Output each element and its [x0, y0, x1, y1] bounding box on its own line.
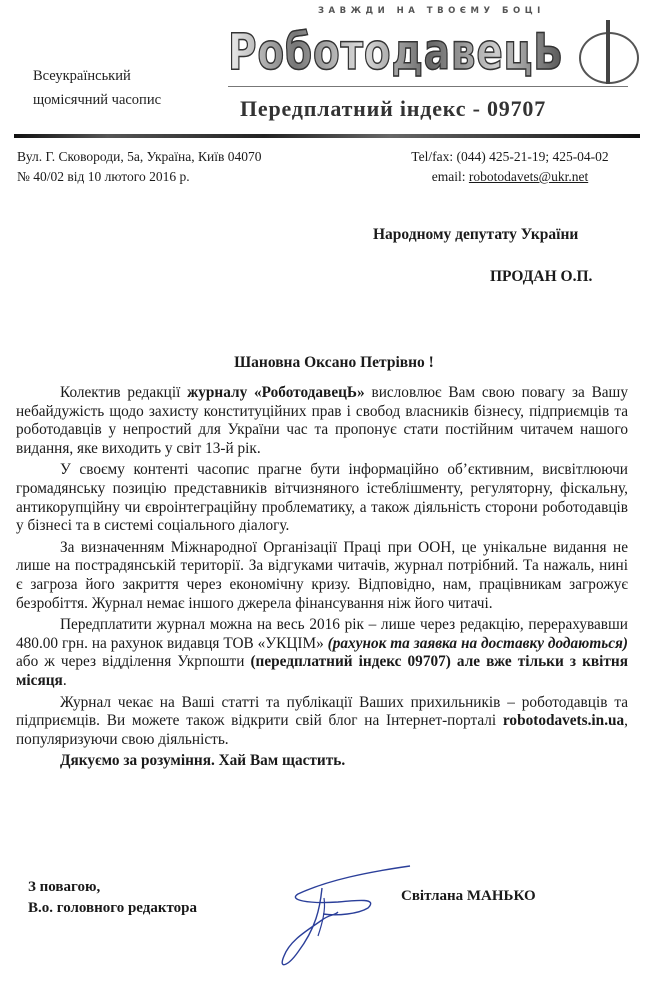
p4-text-e: .	[62, 671, 67, 689]
header-divider	[14, 134, 640, 138]
portal-link[interactable]: robotodavets.in.ua	[502, 712, 625, 730]
publication-type-line2: щомісячний часопис	[33, 92, 162, 108]
logo-vertical-bar	[606, 20, 610, 84]
magazine-logo	[228, 4, 648, 100]
signer-position: В.о. головного редактора	[28, 900, 198, 916]
paragraph-thanks: Дякуємо за розуміння. Хай Вам щастить.	[60, 752, 346, 770]
paragraph-2: У своєму контенті часопис прагне бути інформаційно об’єктивним, висвітлюючи громадянську позицію представників вітчизняного істеблішменту, регуляторну, фіскальну, антикорупційну чи євроінтеграційну проблематику, а також діяльність сторони роботодавців у бізнесі та в системі соціального діалогу.	[16, 461, 628, 535]
logo-tagline: ЗАВЖДИ НА ТВОЄМУ БОЦІ	[318, 6, 545, 16]
handwritten-signature	[238, 858, 428, 978]
closing-regards: З повагою,	[28, 879, 101, 895]
p4-attachments-note: (рахунок та заявка на доставку додаються)	[327, 634, 628, 652]
letterhead-contact-block	[395, 147, 625, 187]
p4-index-note: (передплатний індекс 09707) але вже тільки з квітня місяця	[16, 653, 628, 689]
publication-type-line1: Всеукраїнський	[33, 68, 131, 84]
publication-description	[33, 64, 161, 112]
p1-text-c: висловлює Вам свою повагу за Вашу небайдужість щодо захисту конституційних прав і свобод власників бізнесу, підприємців та роботодавців у непростий для України час та пропонує стати постійним читачем нашого видання, яке виходить у світ 13-й рік.	[16, 384, 628, 457]
p5-text-c: , популяризуючи свою діяльність.	[16, 712, 628, 748]
p5-text-a: Журнал чекає на Ваші статті та публікації Ваших прихильників – роботодавців та підприємців. Ви можете також відкрити свій блог на Інтернет-порталі	[16, 693, 628, 730]
p1-text-a: Колектив редакції	[60, 384, 188, 401]
paragraph-3: За визначенням Міжнародної Організації Праці при ООН, це унікальне видання не лише на пострадянській території. За відгуками читачів, журнал потрібний. Та нажаль, нині є загроза його закриття через економічну кризу. Відповідно, нам, працівникам загрожує безробіття. Журнал немає іншого джерела фінансування ніж його читачі.	[16, 538, 628, 612]
logo-wordmark: РоботодавецЬ	[228, 24, 564, 80]
p1-journal-name: журналу «РоботодавецЬ»	[187, 384, 365, 401]
subscription-index: Передплатний індекс - 09707	[240, 96, 546, 121]
email-line	[395, 167, 625, 187]
p4-text-c: або ж через відділення Укрпошти	[16, 653, 251, 671]
phone-fax: Tel/fax: (044) 425-21-19; 425-04-02	[411, 149, 609, 164]
letterhead-address-block	[17, 147, 261, 187]
paragraph-4	[16, 616, 628, 690]
p4-text-a: Передплатити журнал можна на весь 2016 рік – лише через редакцію, перерахувавши 480.00 грн. на рахунок видавця ТОВ «УКЦІМ»	[16, 616, 628, 652]
email-link[interactable]: robotodavets@ukr.net	[468, 169, 589, 184]
signer-name: Світлана МАНЬКО	[401, 888, 536, 904]
reference-number: № 40/02 від 10 лютого 2016 р.	[17, 169, 190, 184]
recipient-name: ПРОДАН О.П.	[490, 268, 593, 285]
recipient-title: Народному депутату України	[373, 226, 579, 243]
logo-underline	[228, 86, 628, 87]
paragraph-5	[16, 694, 628, 750]
email-label: email:	[431, 169, 469, 184]
paragraph-1	[16, 384, 628, 458]
address: Вул. Г. Сковороди, 5а, Україна, Київ 04070	[17, 149, 262, 164]
letter-body	[16, 384, 628, 774]
closing-block	[28, 877, 197, 919]
salutation: Шановна Оксано Петрівно !	[234, 354, 434, 371]
